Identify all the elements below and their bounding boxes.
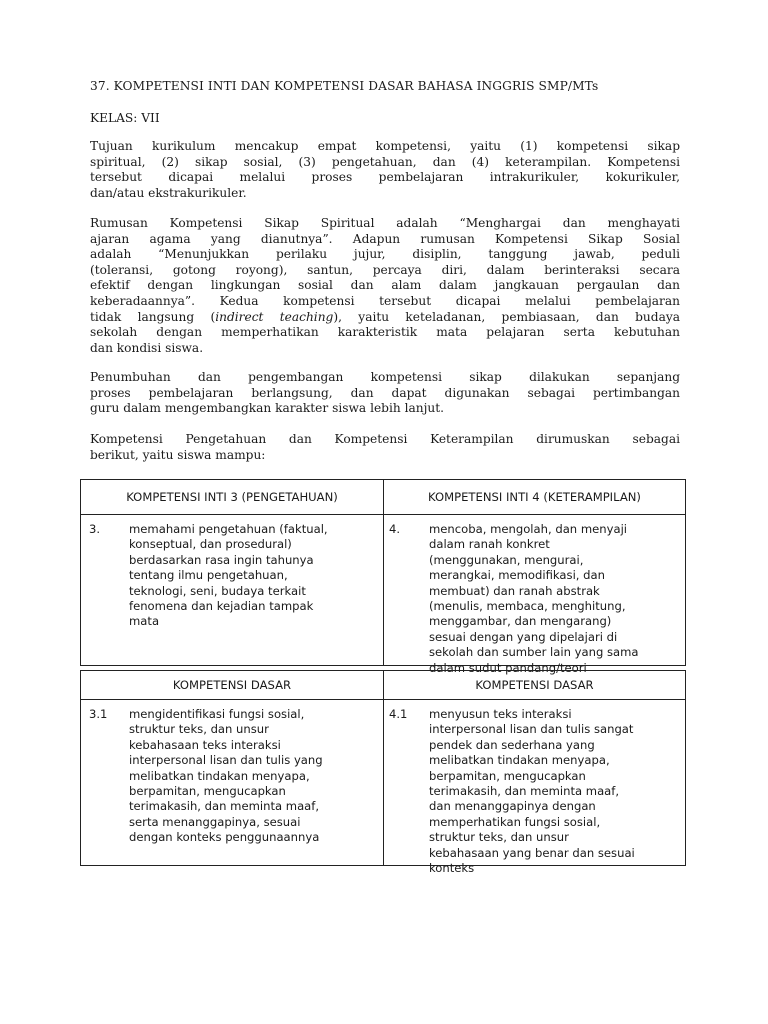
paragraph-attitude-competence bbox=[90, 216, 680, 356]
cell-line: merangkai, memodifikasi, dan bbox=[429, 568, 605, 583]
cell-line: dengan konteks penggunaannya bbox=[129, 830, 320, 845]
kd31-number: 3.1 bbox=[89, 707, 108, 721]
class-label: KELAS: VII bbox=[90, 111, 160, 125]
cell-line: memperhatikan fungsi sosial, bbox=[429, 814, 601, 829]
cell-line: serta menanggapinya, sesuai bbox=[129, 814, 301, 829]
paragraph-line: Rumusan Kompetensi Sikap Spiritual adalah “Menghargai dan menghayati bbox=[90, 216, 680, 230]
ki3-number: 3. bbox=[89, 522, 101, 536]
cell-line: konteks bbox=[429, 861, 475, 876]
header-ki4: KOMPETENSI INTI 4 (KETERAMPILAN) bbox=[428, 490, 641, 504]
cell-line: berdasarkan rasa ingin tahunya bbox=[129, 552, 314, 567]
column-divider bbox=[383, 480, 384, 665]
cell-line: melibatkan tindakan menyapa, bbox=[429, 753, 610, 768]
paragraph-line: (toleransi, gotong royong), santun, percaya diri, dalam berinteraksi secara bbox=[90, 262, 680, 277]
cell-line: interpersonal lisan dan tulis sangat bbox=[429, 722, 634, 737]
cell-line: dan menanggapinya dengan bbox=[429, 799, 596, 814]
cell-line: menggambar, dan mengarang) bbox=[429, 614, 612, 629]
core-competence-table bbox=[80, 479, 686, 675]
cell-line: kebahasaan yang benar dan sesuai bbox=[429, 845, 635, 860]
paragraph-line: adalah “Menunjukkan perilaku jujur, disiplin, tanggung jawab, peduli bbox=[90, 247, 680, 262]
paragraph-intro-table bbox=[90, 432, 680, 463]
kd31-text bbox=[129, 707, 323, 846]
paragraph-line: keberadaannya”. Kedua kompetensi tersebut dicapai melalui pembelajaran bbox=[90, 293, 680, 308]
cell-line: dalam ranah konkret bbox=[429, 537, 550, 552]
ki4-number: 4. bbox=[389, 522, 401, 536]
cell-line: dalam sudut pandang/teori bbox=[429, 660, 587, 675]
paragraph-line: proses pembelajaran berlangsung, dan dapat digunakan sebagai pertimbangan bbox=[90, 385, 680, 400]
cell-line: struktur teks, dan unsur bbox=[129, 722, 269, 737]
text-run: tidak langsung ( bbox=[90, 309, 216, 324]
cell-line: memahami pengetahuan (faktual, bbox=[129, 522, 328, 536]
cell-line: membuat) dan ranah abstrak bbox=[429, 583, 600, 598]
paragraph-objectives bbox=[90, 139, 680, 201]
document-title: 37. KOMPETENSI INTI DAN KOMPETENSI DASAR BAHASA INGGRIS SMP/MTs bbox=[90, 79, 599, 93]
cell-line: terimakasih, dan meminta maaf, bbox=[429, 784, 620, 799]
cell-line: pendek dan sederhana yang bbox=[429, 737, 595, 752]
paragraph-line: berikut, yaitu siswa mampu: bbox=[90, 447, 266, 462]
row-divider bbox=[81, 699, 685, 700]
cell-line: sekolah dan sumber lain yang sama bbox=[429, 645, 639, 660]
header-kd-right: KOMPETENSI DASAR bbox=[475, 678, 594, 692]
cell-line: berpamitan, mengucapkan bbox=[129, 784, 286, 799]
header-kd-left: KOMPETENSI DASAR bbox=[172, 678, 292, 692]
basic-competence-table bbox=[80, 670, 686, 876]
cell-line: menyusun teks interaksi bbox=[429, 707, 572, 721]
cell-line: melibatkan tindakan menyapa, bbox=[129, 768, 310, 783]
cell-line: mengidentifikasi fungsi sosial, bbox=[129, 707, 305, 721]
cell-line: interpersonal lisan dan tulis yang bbox=[129, 753, 323, 768]
paragraph-line: spiritual, (2) sikap sosial, (3) pengetahuan, dan (4) keterampilan. Kompetensi bbox=[90, 154, 680, 169]
cell-line: teknologi, seni, budaya terkait bbox=[129, 583, 306, 598]
paragraph-line: dan/atau ekstrakurikuler. bbox=[90, 185, 247, 200]
cell-line: fenomena dan kejadian tampak bbox=[129, 599, 314, 614]
cell-line: konseptual, dan prosedural) bbox=[129, 537, 292, 552]
cell-line: sesuai dengan yang dipelajari di bbox=[429, 629, 618, 644]
paragraph-line: sekolah dengan memperhatikan karakteristik mata pelajaran serta kebutuhan bbox=[90, 325, 680, 340]
paragraph-line: tersebut dicapai melalui proses pembelajaran intrakurikuler, kokurikuler, bbox=[90, 170, 680, 185]
paragraph-line bbox=[90, 310, 680, 326]
cell-line: mata bbox=[129, 614, 160, 629]
paragraph-line: Tujuan kurikulum mencakup empat kompetensi, yaitu (1) kompetensi sikap bbox=[90, 139, 680, 153]
cell-line: tentang ilmu pengetahuan, bbox=[129, 568, 288, 583]
ki3-text bbox=[129, 522, 328, 630]
text-run: ), yaitu keteladanan, pembiasaan, dan budaya bbox=[333, 309, 680, 324]
cell-line: (menggunakan, mengurai, bbox=[429, 552, 584, 567]
cell-line: (menulis, membaca, menghitung, bbox=[429, 599, 626, 614]
kd41-text bbox=[429, 707, 635, 876]
cell-line: mencoba, mengolah, dan menyaji bbox=[429, 522, 628, 536]
ki4-text bbox=[429, 522, 639, 676]
paragraph-development bbox=[90, 370, 680, 417]
column-divider bbox=[383, 671, 384, 865]
cell-line: kebahasaan teks interaksi bbox=[129, 737, 281, 752]
kd41-number: 4.1 bbox=[389, 707, 408, 721]
paragraph-line: efektif dengan lingkungan sosial dan alam dalam jangkauan pergaulan dan bbox=[90, 278, 680, 293]
paragraph-line: Kompetensi Pengetahuan dan Kompetensi Keterampilan dirumuskan sebagai bbox=[90, 432, 680, 446]
italic-term: indirect teaching bbox=[215, 309, 334, 324]
paragraph-line: guru dalam mengembangkan karakter siswa lebih lanjut. bbox=[90, 401, 445, 416]
row-divider bbox=[81, 514, 685, 515]
header-ki3: KOMPETENSI INTI 3 (PENGETAHUAN) bbox=[126, 490, 338, 504]
paragraph-line: ajaran agama yang dianutnya”. Adapun rumusan Kompetensi Sikap Sosial bbox=[90, 231, 680, 246]
cell-line: terimakasih, dan meminta maaf, bbox=[129, 799, 320, 814]
paragraph-line: Penumbuhan dan pengembangan kompetensi sikap dilakukan sepanjang bbox=[90, 370, 680, 384]
paragraph-line: dan kondisi siswa. bbox=[90, 340, 204, 355]
cell-line: berpamitan, mengucapkan bbox=[429, 768, 586, 783]
cell-line: struktur teks, dan unsur bbox=[429, 830, 569, 845]
